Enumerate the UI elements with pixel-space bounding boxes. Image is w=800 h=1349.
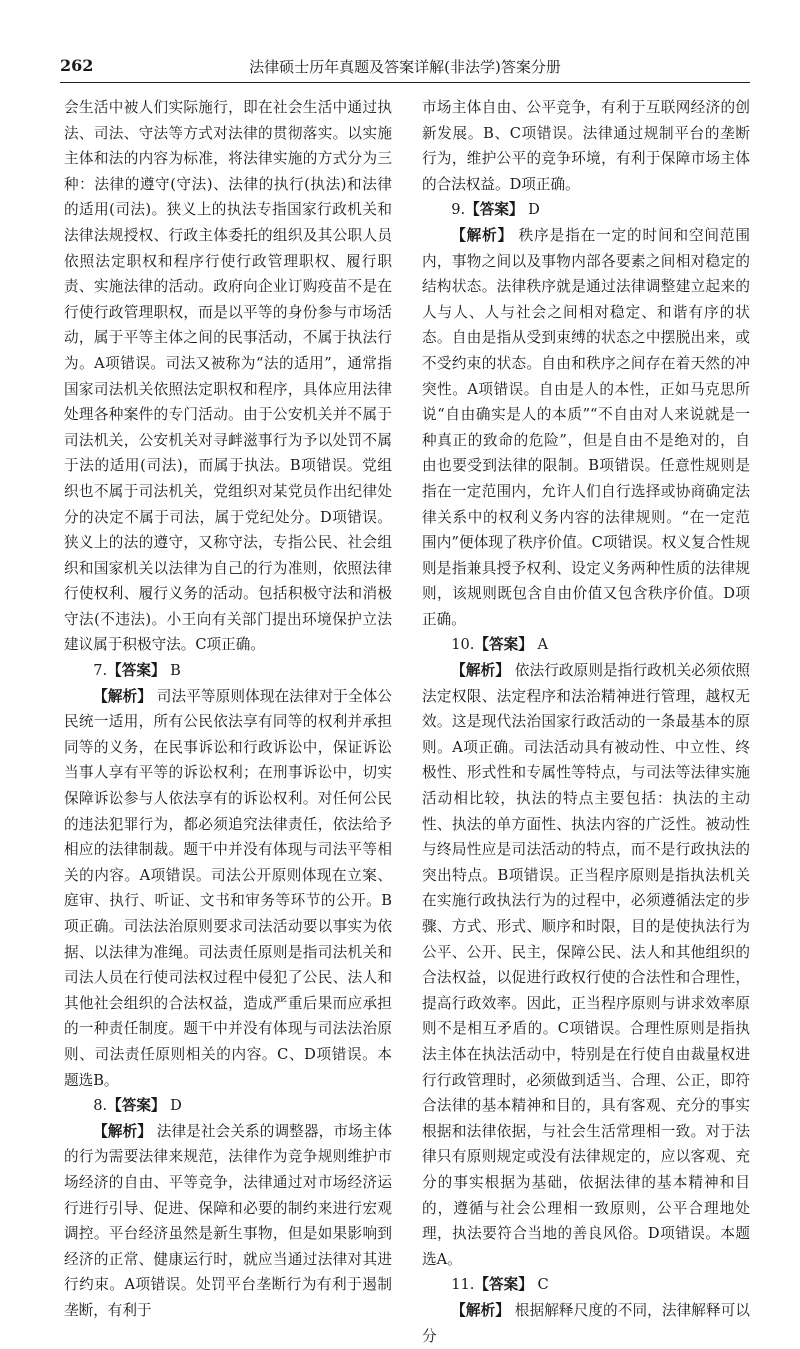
analysis-text: 根据解释尺度的不同，法律解释可以分: [422, 1301, 750, 1345]
page-number: 262: [60, 56, 94, 75]
analysis-q9: [422, 223, 750, 633]
answer-label: 【答案】: [107, 662, 166, 680]
analysis-q7: [64, 684, 392, 1094]
answer-value: D: [528, 201, 540, 219]
answer-line-q7: [64, 658, 392, 684]
answer-value: D: [170, 1097, 182, 1115]
analysis-q8: [64, 1119, 392, 1324]
question-number: 8.: [93, 1097, 108, 1115]
answer-line-q11: [422, 1272, 750, 1298]
paragraph: 市场主体自由、公平竞争，有利于互联网经济的创新发展。B、C项错误。法律通过规制平台的垄断行为，维护公平的竞争环境，有利于保障市场主体的合法权益。D项正确。: [422, 99, 750, 193]
left-column: [64, 95, 392, 1319]
page-header: [60, 52, 750, 83]
answer-label: 【答案】: [474, 1276, 533, 1294]
question-number: 9.: [451, 201, 466, 219]
analysis-q11: [422, 1298, 750, 1349]
answer-label: 【答案】: [465, 201, 524, 219]
analysis-q10: [422, 658, 750, 1272]
analysis-label: 【解析】: [93, 1122, 153, 1140]
answer-value: A: [537, 636, 548, 654]
analysis-text: 司法平等原则体现在法律对于全体公民统一适用，所有公民依法享有同等的权利并承担同等的义务，在民事诉讼和行政诉讼中，保证诉讼当事人享有平等的诉讼权利；在刑事诉讼中，切实保障诉讼参与人依法享有的诉讼权利。对任何公民的违法犯罪行为，都必须追究法律责任，依法给予相应的法律制裁。题干中并没有体现与司法平等相关的内容。A项错误。司法公开原则体现在立案、庭审、执行、听证、文书和审务等环节的公开。B项正确。司法法治原则要求司法活动要以事实为依据、以法律为准绳。司法责任原则是指司法机关和司法人员在行使司法权过程中侵犯了公民、法人和其他社会组织的合法权益，造成严重后果而应承担的一种责任制度。题干中并没有体现与司法法治原则、司法责任原则相关的内容。C、D项错误。本题选B。: [64, 687, 392, 1089]
analysis-text: 秩序是指在一定的时间和空间范围内，事物之间以及事物内部各要素之间相对稳定的结构状态。法律秩序就是通过法律调整建立起来的人与人、人与社会之间相对稳定、和谐有序的状态。自由是指从受到束缚的状态之中摆脱出来，或不受约束的状态。自由和秩序之间存在着天然的冲突性。A项错误。自由是人的本性，正如马克思所说“自由确实是人的本质”“不自由对人来说就是一种真正的致命的危险”，但是自由不是绝对的，自由也要受到法律的限制。B项错误。任意性规则是指在一定范围内，允许人们自行选择或协商确定法律关系中的权利义务内容的法律规则。“在一定范围内”便体现了秩序价值。C项错误。权义复合性规则是指兼具授予权利、设定义务两种性质的法律规则，该规则既包含自由价值又包含秩序价值。D项正确。: [422, 226, 750, 628]
analysis-label: 【解析】: [451, 226, 514, 244]
answer-line-q9: [422, 197, 750, 223]
answer-label: 【答案】: [474, 636, 533, 654]
answer-line-q8: [64, 1093, 392, 1119]
answer-line-q10: [422, 632, 750, 658]
answer-value: B: [170, 662, 181, 680]
answer-label: 【答案】: [107, 1097, 166, 1115]
analysis-text: 依法行政原则是指行政机关必须依照法定权限、法定程序和法治精神进行管理，越权无效。这是现代法治国家行政活动的一条最基本的原则。A项正确。司法活动具有被动性、中立性、终极性、形式性和专属性等特点，与司法等法律实施活动相比较，执法的特点主要包括：执法的主动性、执法的单方面性、执法内容的广泛性。被动性与终局性应是司法活动的特点，而不是行政执法的突出特点。B项错误。正当程序原则是指执法机关在实施行政执法行为的过程中，必须遵循法定的步骤、方式、形式、顺序和时限，目的是使执法行为公平、公开、民主，保障公民、法人和其他组织的合法权益，以促进行政权行使的合法性和合理性，提高行政效率。因此，正当程序原则与讲求效率原则不是相互矛盾的。C项错误。合理性原则是指执法主体在执法活动中，特别是在行使自由裁量权进行行政管理时，必须做到适当、合理、公正，即符合法律的基本精神和目的，具有客观、充分的事实根据和法律依据，与社会生活常理相一致。对于法律只有原则规定或没有法律规定的，应以客观、充分的事实根据为基础，依据法律的基本精神和目的，遵循与社会公理相一致原则，公平合理地处理，执法要符合当地的善良风俗。D项错误。本题选A。: [422, 662, 750, 1268]
question-number: 7.: [93, 662, 108, 680]
question-number: 10.: [451, 636, 475, 654]
analysis-label: 【解析】: [451, 1301, 511, 1319]
right-column: [422, 95, 750, 1345]
answer-value: C: [537, 1276, 549, 1294]
question-number: 11.: [451, 1276, 475, 1294]
text-body: [64, 95, 750, 1345]
analysis-label: 【解析】: [451, 662, 511, 680]
running-title: 法律硕士历年真题及答案详解(非法学)答案分册: [249, 58, 561, 76]
analysis-text: 法律是社会关系的调整器，市场主体的行为需要法律来规范，法律作为竞争规则维护市场经济的自由、平等竞争，法律通过对市场经济运行进行引导、促进、保障和必要的制约来进行宏观调控。平台经济虽然是新生事物，但是如果影响到经济的正常、健康运行时，就应当通过法律对其进行约束。A项错误。处罚平台垄断行为有利于遏制垄断，有利于: [64, 1122, 392, 1319]
analysis-label: 【解析】: [93, 687, 153, 705]
paragraph: 会生活中被人们实际施行，即在社会生活中通过执法、司法、守法等方式对法律的贯彻落实。以实施主体和法的内容为标准，将法律实施的方式分为三种：法律的遵守(守法)、法律的执行(执法)和法律的适用(司法)。狭义上的执法专指国家行政机关和法律法规授权、行政主体委托的组织及其公职人员依照法定职权和程序行使行政管理职权、履行职责、实施法律的活动。政府向企业订购疫苗不是在行使行政管理职权，而是以平等的身份参与市场活动，属于平等主体之间的民事活动，不属于执法行为。A项错误。司法又被称为“法的适用”，通常指国家司法机关依照法定职权和程序，具体应用法律处理各种案件的专门活动。由于公安机关并不属于司法机关，公安机关对寻衅滋事行为予以处罚不属于法的适用(司法)，而属于执法。B项错误。党组织也不属于司法机关，党组织对某党员作出纪律处分的决定不属于司法，属于党纪处分。D项错误。狭义上的法的遵守，又称守法，专指公民、社会组织和国家机关以法律为自己的行为准则，依照法律行使权利、履行义务的活动。包括积极守法和消极守法(不违法)。小王向有关部门提出环境保护立法建议属于积极守法。C项正确。: [64, 99, 392, 654]
